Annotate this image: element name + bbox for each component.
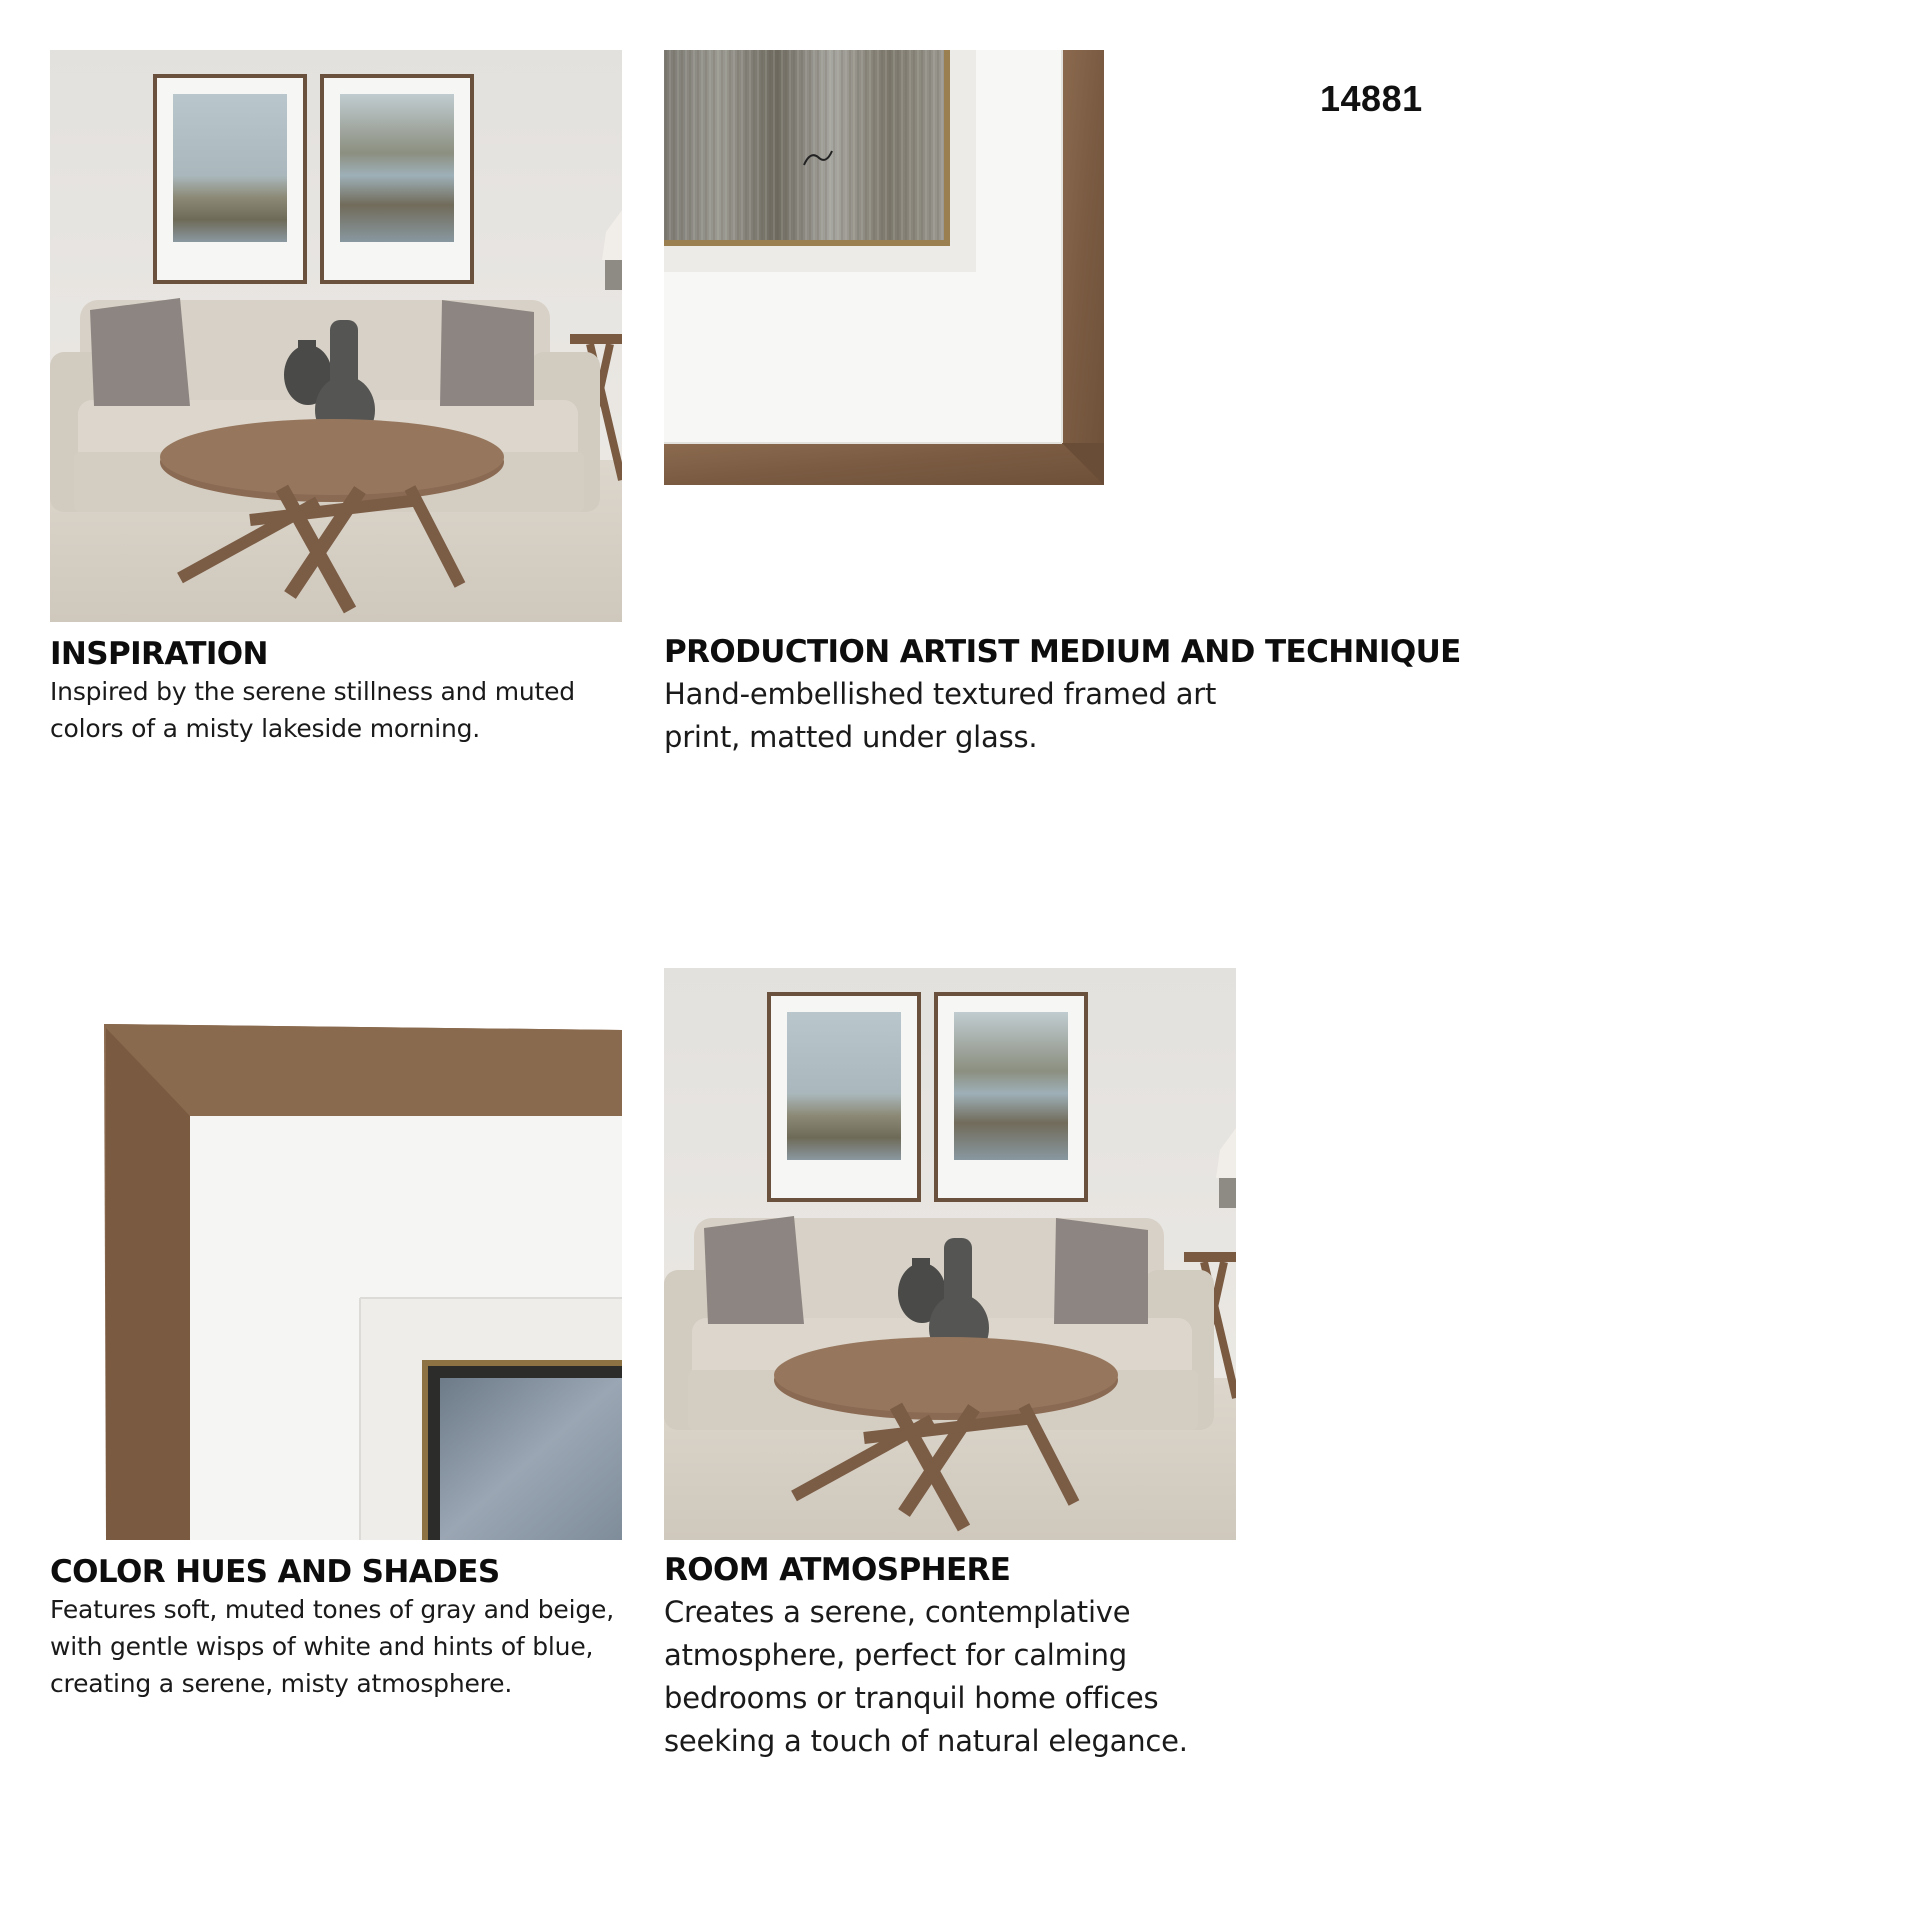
production-text-line: print, matted under glass. bbox=[664, 720, 1038, 754]
frame-color-detail-image bbox=[50, 968, 622, 1540]
room-heading: ROOM ATMOSPHERE bbox=[664, 1552, 1011, 1588]
room-text bbox=[664, 1591, 1188, 1763]
color-heading: COLOR HUES AND SHADES bbox=[50, 1554, 500, 1590]
production-text bbox=[664, 673, 1216, 759]
room-text-line: seeking a touch of natural elegance. bbox=[664, 1724, 1188, 1758]
room-text-line: Creates a serene, contemplative bbox=[664, 1595, 1131, 1629]
production-heading: PRODUCTION ARTIST MEDIUM AND TECHNIQUE bbox=[664, 634, 1461, 670]
production-text-line: Hand-embellished textured framed art bbox=[664, 677, 1217, 711]
frame-corner-detail-image bbox=[664, 50, 1104, 485]
room-lifestyle-image-top bbox=[50, 50, 622, 622]
color-text bbox=[50, 1591, 614, 1702]
color-text-line: with gentle wisps of white and hints of blue, bbox=[50, 1632, 594, 1661]
inspiration-heading: INSPIRATION bbox=[50, 636, 268, 672]
inspiration-text-line: Inspired by the serene stillness and muted bbox=[50, 677, 575, 706]
room-lifestyle-image-bottom bbox=[664, 968, 1236, 1540]
room-text-line: atmosphere, perfect for calming bbox=[664, 1638, 1127, 1672]
inspiration-text bbox=[50, 673, 575, 747]
product-number: 14881 bbox=[1320, 78, 1423, 119]
inspiration-text-line: colors of a misty lakeside morning. bbox=[50, 714, 481, 743]
color-text-line: creating a serene, misty atmosphere. bbox=[50, 1669, 513, 1698]
room-text-line: bedrooms or tranquil home offices bbox=[664, 1681, 1159, 1715]
color-text-line: Features soft, muted tones of gray and beige, bbox=[50, 1595, 614, 1624]
